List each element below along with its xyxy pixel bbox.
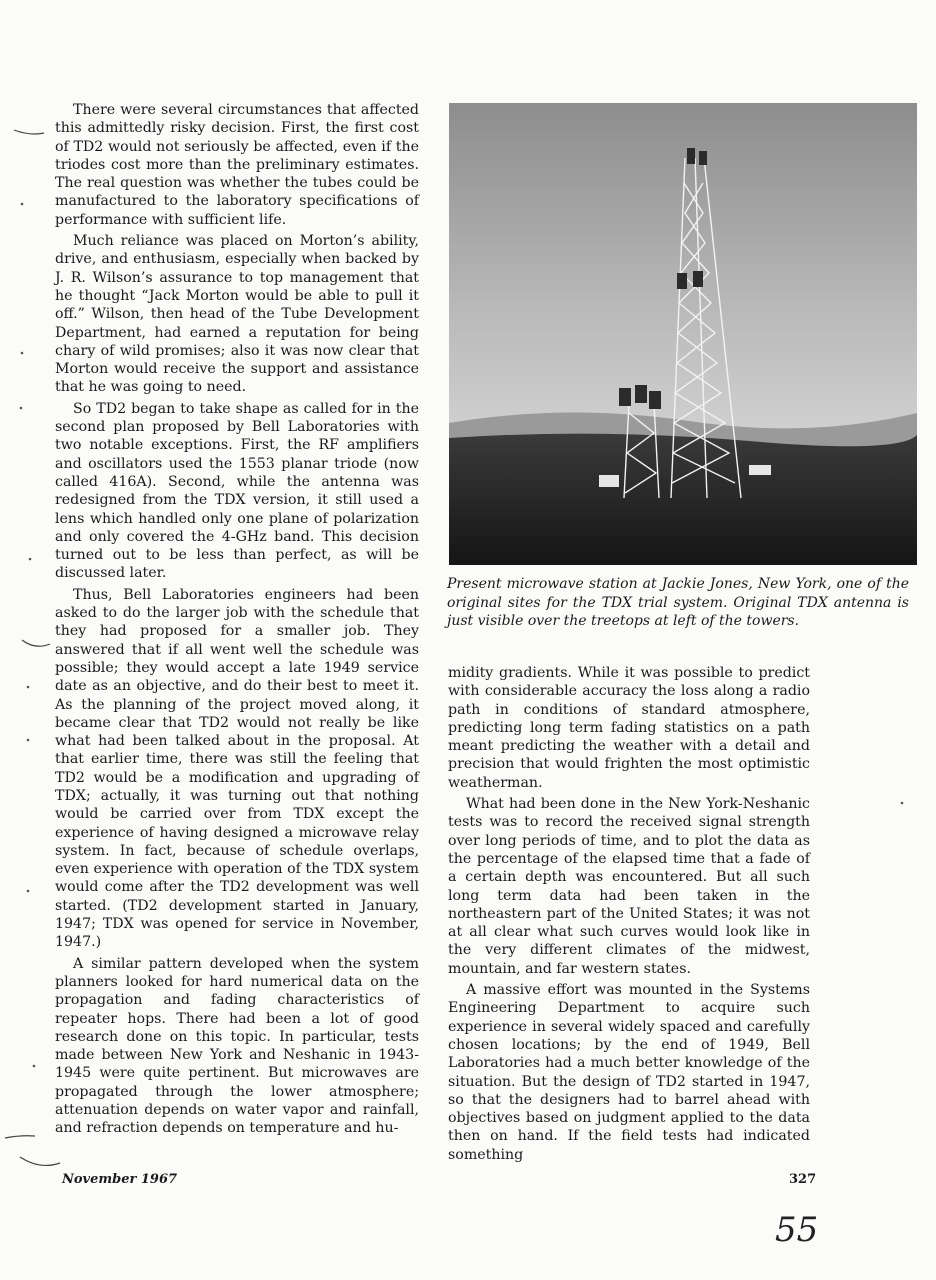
handwritten-page-note: 55 bbox=[775, 1210, 819, 1250]
right-column bbox=[448, 664, 810, 1167]
footer-date: November 1967 bbox=[62, 1172, 178, 1187]
photo-caption: Present microwave station at Jackie Jones, New York, one of the original sites for the TDX trial system. Original TDX antenna is just visible over the treetops at left of the towers. bbox=[447, 576, 909, 629]
paragraph: A massive effort was mounted in the Systems Engineering Department to acquire such experience in several widely spaced and carefully chosen locations; by the end of 1949, Bell Laboratories had a much better knowledge of the situation. But the design of TD2 started in 1947, so that the designers had to barrel ahead with objectives based on judgment applied to the data then on hand. If the field tests had indicated something bbox=[448, 982, 810, 1163]
microwave-station-photo bbox=[449, 103, 917, 565]
paragraph: Thus, Bell Laboratories engineers had been asked to do the larger job with the schedule that they had proposed for a smaller job. They answered that if all went well the schedule was possible; they would accept a late 1949 service date as an objective, and do their best to meet it. As the planning of the project moved along, it became clear that TD2 would not really be like what had been talked about in the proposal. At that earlier time, there was still the feeling that TD2 would be a modification and upgrading of TDX; actually, it was turning out that nothing would be carried over from TDX except the experience of having designed a microwave relay system. In fact, because of schedule overlaps, even experience with operation of the TDX system would come after the TD2 development was well started. (TD2 development started in January, 1947; TDX was opened for service in November, 1947.) bbox=[55, 586, 419, 951]
paragraph: So TD2 began to take shape as called for in the second plan proposed by Bell Laboratories with two notable exceptions. First, the RF amplifiers and oscillators used the 1553 planar triode (now called 416A). Second, while the antenna was redesigned from the TDX version, it still used a lens which handled only one plane of polarization and only covered the 4-GHz band. This decision turned out to be less than perfect, as will be discussed later. bbox=[55, 400, 419, 582]
paragraph: midity gradients. While it was possible to predict with considerable accuracy the loss along a radio path in conditions of standard atmosphere, predicting long term fading statistics on a path meant predicting the weather with a detail and precision that would frighten the most optimistic weatherman. bbox=[448, 665, 810, 791]
paragraph: A similar pattern developed when the system planners looked for hard numerical data on the propagation and fading characteristics of repeater hops. There had been a lot of good research done on this topic. In particular, tests made between New York and Neshanic in 1943-1945 were quite pertinent. But microwaves are propagated through the lower atmosphere; attenuation depends on water vapor and rainfall, and refraction depends on temperature and hu- bbox=[55, 955, 419, 1137]
paragraph: Much reliance was placed on Morton’s ability, drive, and enthusiasm, especially when backed by J. R. Wilson’s assurance to top management that he thought “Jack Morton would be able to pull it off.” Wilson, then head of the Tube Development Department, had earned a reputation for being chary of wild promises; also it was now clear that Morton would receive the support and assistance that he was going to need. bbox=[55, 233, 419, 396]
paragraph: What had been done in the New York-Neshanic tests was to record the received signal strength over long periods of time, and to plot the data as the percentage of the elapsed time that a fade of a certain depth was encountered. But all such long term data had been taken in the northeastern part of the United States; it was not at all clear what such curves would look like in the very different climates of the midwest, mountain, and far western states. bbox=[448, 796, 810, 977]
page-number: 327 bbox=[789, 1172, 817, 1187]
left-column bbox=[55, 101, 419, 1141]
paragraph: There were several circumstances that affected this admittedly risky decision. First, the first cost of TD2 would not seriously be affected, even if the triodes cost more than the preliminary estimates. The real question was whether the tubes could be manufactured to the laboratory specifications of performance with sufficient life. bbox=[55, 102, 419, 228]
